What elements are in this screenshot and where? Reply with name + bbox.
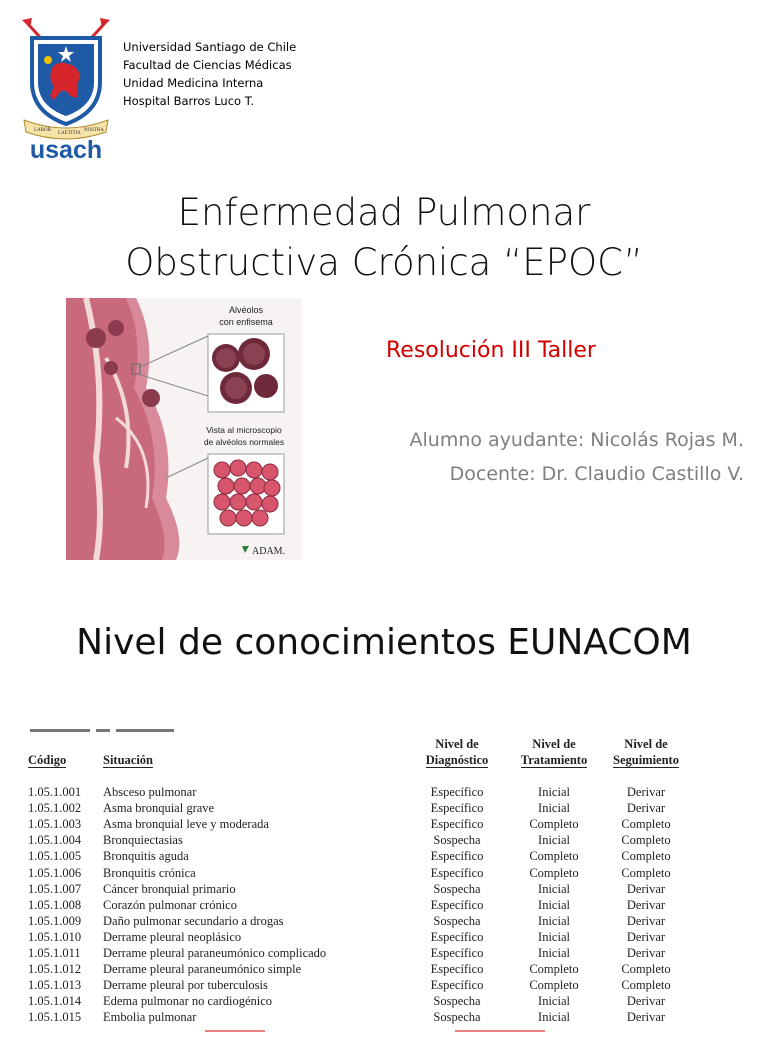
header-diagnostico: Nivel de Diagnóstico — [425, 737, 489, 767]
cell-situacion: Derrame pleural por tuberculosis — [103, 978, 268, 993]
cell-situacion: Embolia pulmonar — [103, 1010, 197, 1025]
institution-line: Universidad Santiago de Chile — [123, 40, 297, 54]
lung-alveoli-illustration — [66, 298, 302, 560]
cell-codigo: 1.05.1.013 — [28, 978, 82, 993]
cell-codigo: 1.05.1.001 — [28, 785, 82, 799]
cell-situacion: Derrame pleural paraneumónico simple — [103, 962, 302, 977]
institution-line: Unidad Medicina Interna — [123, 76, 264, 90]
cell-situacion: Daño pulmonar secundario a drogas — [103, 913, 284, 928]
cell-seguimiento: Completo — [621, 849, 671, 864]
cell-seguimiento: Derivar — [626, 929, 666, 944]
docente-line: Docente: Dr. Claudio Castillo V. — [449, 463, 744, 485]
cell-seguimiento: Completo — [621, 833, 671, 848]
table-row — [28, 816, 728, 832]
table-row — [28, 848, 728, 864]
table-row — [28, 897, 728, 913]
adam-credit: ADAM. — [252, 546, 286, 557]
cell-tratamiento: Inicial — [538, 785, 570, 799]
cell-tratamiento: Inicial — [538, 946, 570, 960]
label-enfisema: con enfisema — [219, 317, 273, 327]
cell-diagnostico: Específico — [430, 929, 484, 944]
cell-seguimiento: Completo — [621, 865, 671, 880]
cell-seguimiento: Completo — [621, 978, 671, 993]
cell-situacion: Absceso pulmonar — [103, 785, 197, 799]
usach-wordmark: usach — [29, 136, 103, 164]
institution-line: Facultad de Ciencias Médicas — [123, 58, 292, 72]
cell-situacion: Asma bronquial leve y moderada — [103, 817, 269, 832]
cell-diagnostico: Sospecha — [433, 913, 481, 928]
motto-word-2: LAETITIA — [58, 131, 81, 136]
table-row — [28, 800, 728, 816]
header-tratamiento: Nivel de Tratamiento — [520, 737, 588, 767]
cell-diagnostico: Específico — [430, 978, 484, 993]
cropped-text-icon — [30, 727, 175, 735]
cell-situacion: Bronquiectasias — [103, 833, 183, 848]
cell-codigo: 1.05.1.010 — [28, 929, 82, 944]
cell-seguimiento: Completo — [621, 962, 671, 977]
lung-illustration-icon — [66, 298, 302, 560]
cell-seguimiento: Derivar — [626, 946, 666, 960]
label-microscopio: Vista al microscopio — [206, 425, 282, 435]
cell-seguimiento: Derivar — [626, 913, 666, 928]
cell-codigo: 1.05.1.007 — [28, 881, 82, 896]
table-row — [28, 832, 728, 848]
table-row — [28, 977, 728, 993]
cell-situacion: Bronquitis crónica — [103, 865, 196, 880]
table-row — [28, 961, 728, 977]
table-row — [28, 865, 728, 881]
title-line-1: Enfermedad Pulmonar — [177, 191, 591, 234]
table-row — [28, 913, 728, 929]
cell-codigo: 1.05.1.003 — [28, 817, 82, 832]
cell-tratamiento: Inicial — [538, 913, 570, 928]
cell-seguimiento: Derivar — [626, 785, 666, 799]
table-row — [28, 881, 728, 897]
cell-tratamiento: Inicial — [538, 1010, 570, 1025]
table-row — [28, 945, 728, 961]
institution-block — [123, 38, 296, 110]
cell-situacion: Corazón pulmonar crónico — [103, 897, 237, 912]
cell-codigo: 1.05.1.012 — [28, 962, 82, 977]
cell-diagnostico: Sospecha — [433, 994, 481, 1009]
section-title: Nivel de conocimientos EUNACOM — [76, 622, 692, 663]
cell-tratamiento: Completo — [529, 849, 579, 864]
cell-tratamiento: Completo — [529, 865, 579, 880]
cell-situacion: Edema pulmonar no cardiogénico — [103, 994, 273, 1009]
cell-diagnostico: Específico — [430, 946, 484, 960]
cell-diagnostico: Específico — [430, 801, 484, 816]
cell-tratamiento: Inicial — [538, 897, 570, 912]
cell-tratamiento: Completo — [529, 962, 579, 977]
table-row — [28, 993, 728, 1009]
institution-line: Hospital Barros Luco T. — [123, 94, 255, 108]
cell-codigo: 1.05.1.015 — [28, 1010, 82, 1025]
cell-codigo: 1.05.1.006 — [28, 865, 82, 880]
cell-situacion: Bronquitis aguda — [103, 849, 189, 864]
cell-codigo: 1.05.1.011 — [28, 946, 81, 960]
cell-tratamiento: Inicial — [538, 929, 570, 944]
alumno-line: Alumno ayudante: Nicolás Rojas M. — [409, 429, 744, 451]
cell-diagnostico: Específico — [430, 962, 484, 977]
cell-diagnostico: Sospecha — [433, 1010, 481, 1025]
cell-seguimiento: Derivar — [626, 897, 666, 912]
header-situacion: Situación — [103, 753, 154, 767]
cell-seguimiento: Derivar — [626, 801, 666, 816]
cell-tratamiento: Inicial — [538, 881, 570, 896]
cell-seguimiento: Derivar — [626, 881, 666, 896]
cell-codigo: 1.05.1.004 — [28, 833, 82, 848]
cell-diagnostico: Específico — [430, 849, 484, 864]
cell-situacion: Cáncer bronquial primario — [103, 881, 236, 896]
usach-logo — [18, 16, 114, 164]
cell-diagnostico: Sospecha — [433, 833, 481, 848]
cell-situacion: Derrame pleural paraneumónico complicado — [103, 946, 327, 960]
motto-word-1: LABOR — [34, 128, 51, 133]
university-shield-icon — [18, 16, 114, 164]
cell-codigo: 1.05.1.014 — [28, 994, 82, 1009]
cell-situacion: Derrame pleural neoplásico — [103, 929, 242, 944]
cell-diagnostico: Específico — [430, 785, 484, 799]
red-underline — [205, 1019, 545, 1021]
cell-tratamiento: Completo — [529, 978, 579, 993]
page-title — [0, 190, 768, 286]
cell-codigo: 1.05.1.005 — [28, 849, 82, 864]
cell-tratamiento: Inicial — [538, 994, 570, 1009]
cell-situacion: Asma bronquial grave — [103, 801, 215, 816]
motto-word-3: NOSTRA — [84, 128, 105, 133]
cell-codigo: 1.05.1.009 — [28, 913, 82, 928]
cell-tratamiento: Inicial — [538, 801, 570, 816]
cell-codigo: 1.05.1.008 — [28, 897, 82, 912]
header-seguimiento: Nivel de Seguimiento — [613, 737, 679, 767]
authors-block — [410, 423, 744, 491]
cell-diagnostico: Específico — [430, 865, 484, 880]
subtitle: Resolución III Taller — [386, 338, 596, 363]
cell-diagnostico: Sospecha — [433, 881, 481, 896]
cell-seguimiento: Derivar — [626, 994, 666, 1009]
cell-diagnostico: Específico — [430, 817, 484, 832]
table-row — [28, 1009, 728, 1025]
cell-tratamiento: Completo — [529, 817, 579, 832]
title-line-2: Obstructiva Crónica “EPOC” — [125, 241, 643, 284]
table-row — [28, 929, 728, 945]
table-row — [28, 784, 728, 800]
label-alveolos: Alvéolos — [228, 305, 264, 315]
cropped-text-remnant — [30, 722, 175, 730]
cell-codigo: 1.05.1.002 — [28, 801, 82, 816]
cell-seguimiento: Completo — [621, 817, 671, 832]
label-normales: de alvéolos normales — [203, 437, 285, 447]
cell-seguimiento: Derivar — [626, 1010, 666, 1025]
cell-tratamiento: Inicial — [538, 833, 570, 848]
cell-diagnostico: Específico — [430, 897, 484, 912]
header-codigo: Código — [28, 753, 67, 767]
